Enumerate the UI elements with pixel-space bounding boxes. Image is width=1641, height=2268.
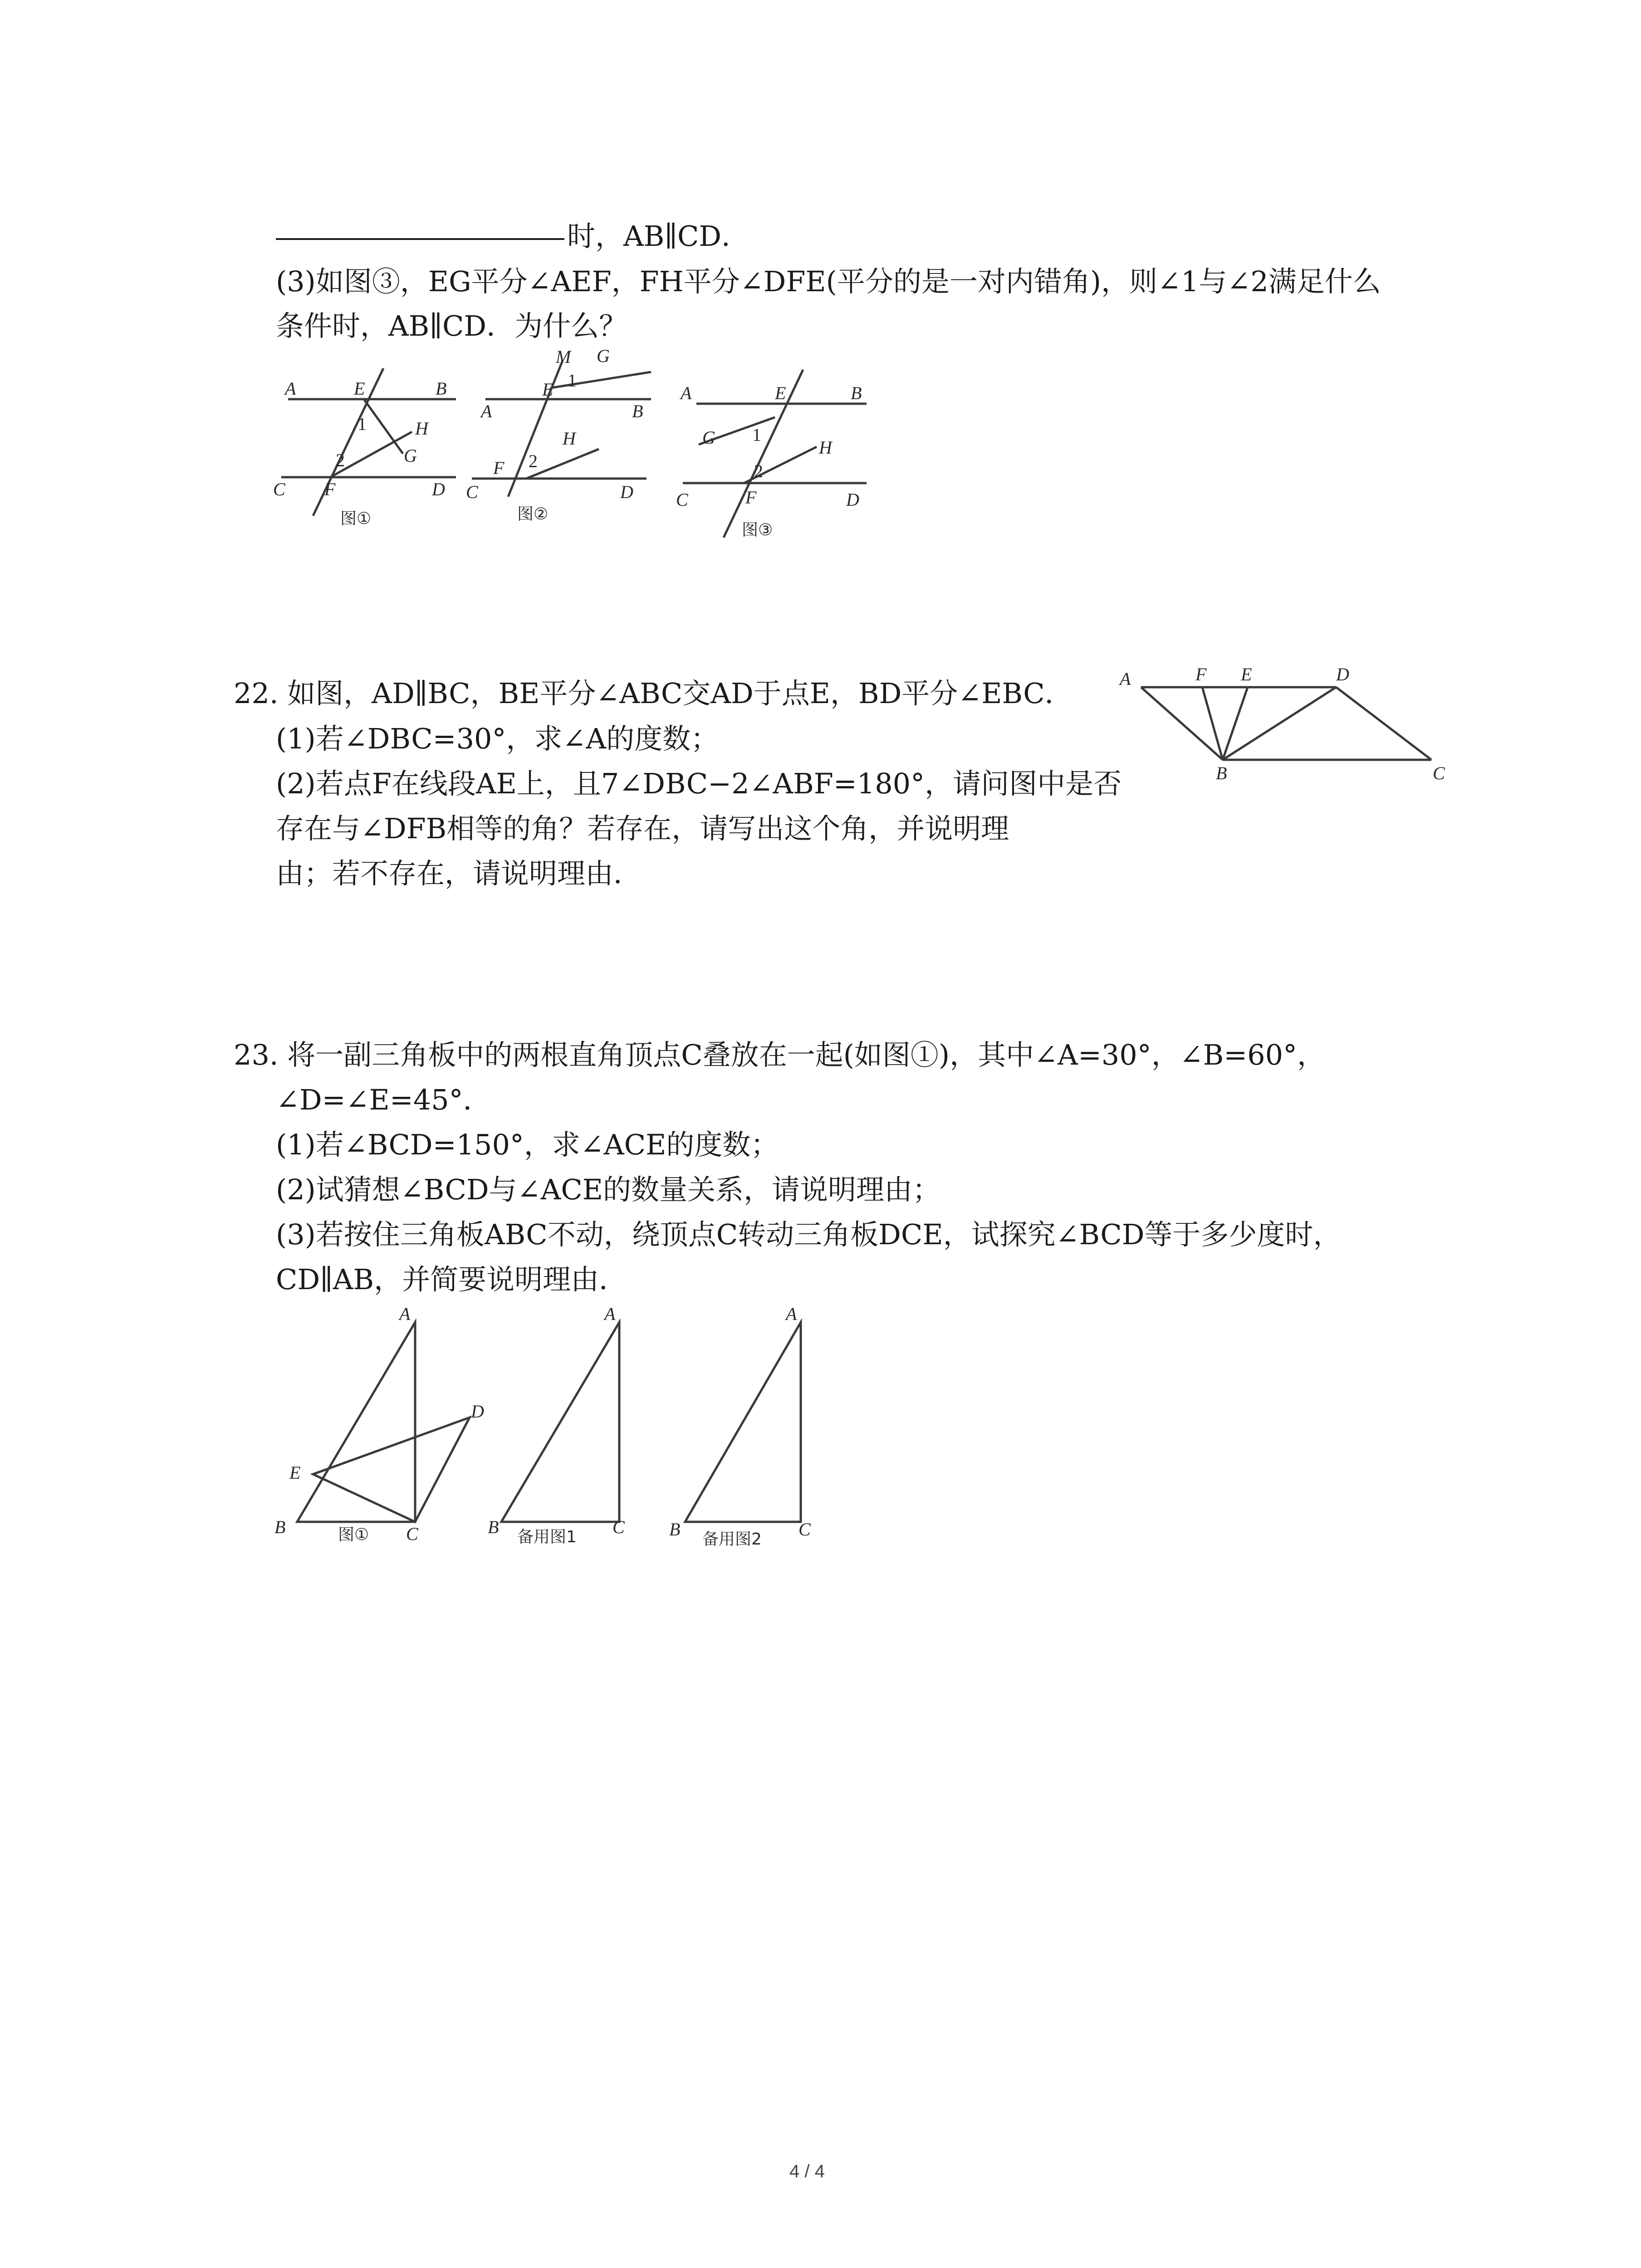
label-F: F <box>324 479 336 499</box>
label-E: E <box>1241 664 1252 684</box>
q21-line3: 条件时，AB∥CD．为什么？ <box>276 309 627 342</box>
page-number: 4 / 4 <box>789 2161 825 2181</box>
q22-line4: 存在与∠DFB相等的角？若存在，请写出这个角，并说明理 <box>276 812 1009 845</box>
label-F: F <box>1195 664 1207 684</box>
angle-2: 2 <box>754 461 763 481</box>
q22-line1: 22. 如图，AD∥BC，BE平分∠ABC交AD于点E，BD平分∠EBC． <box>234 677 1073 710</box>
q23-line2: ∠D=∠E=45°． <box>276 1083 491 1116</box>
q23-line4: (2)试猜想∠BCD与∠ACE的数量关系，请说明理由； <box>276 1173 941 1206</box>
label-A: A <box>786 1304 797 1324</box>
label-B: B <box>274 1517 286 1537</box>
q23-figure-1 <box>268 1297 504 1569</box>
label-B: B <box>632 401 643 421</box>
q22-line5: 由；若不存在，请说明理由． <box>276 857 642 890</box>
label-D: D <box>620 482 633 502</box>
label-C: C <box>798 1519 811 1540</box>
label-G: G <box>597 346 610 366</box>
label-D: D <box>1336 664 1349 684</box>
label-B: B <box>669 1519 681 1540</box>
q23-line6: CD∥AB，并简要说明理由． <box>276 1263 627 1296</box>
label-E: E <box>354 378 365 399</box>
q23-figure-2 <box>485 1297 694 1569</box>
label-A: A <box>681 383 692 403</box>
label-C: C <box>466 482 478 502</box>
q21-figure-2 <box>460 345 665 540</box>
label-G: G <box>702 427 715 448</box>
q22-line3: (2)若点F在线段AE上，且7∠DBC−2∠ABF=180°，请问图中是否 <box>276 767 1122 800</box>
figure-caption: 图① <box>340 509 372 528</box>
label-B: B <box>488 1517 499 1537</box>
label-H: H <box>819 437 832 458</box>
q23-figure-3 <box>667 1297 876 1569</box>
q22-figure <box>1107 662 1452 789</box>
angle-1: 1 <box>752 425 761 445</box>
angle-1: 1 <box>568 370 577 391</box>
label-F: F <box>745 487 757 508</box>
label-H: H <box>415 418 428 439</box>
label-E: E <box>775 383 786 403</box>
label-B: B <box>1216 763 1227 783</box>
label-C: C <box>1433 763 1445 783</box>
label-C: C <box>612 1517 625 1537</box>
q21-figure-3 <box>671 358 880 549</box>
q23-line3: (1)若∠BCD=150°，求∠ACE的度数； <box>276 1128 779 1161</box>
angle-2: 2 <box>529 451 538 471</box>
q21-line1-tail: 时，AB∥CD． <box>567 220 750 253</box>
q22-line2: (1)若∠DBC=30°，求∠A的度数； <box>276 722 719 755</box>
label-B: B <box>436 378 447 399</box>
label-M: M <box>556 347 571 367</box>
q21-figure-1 <box>268 354 467 544</box>
label-D: D <box>471 1401 484 1422</box>
angle-2: 2 <box>336 450 345 470</box>
label-D: D <box>432 479 445 499</box>
label-E: E <box>289 1462 301 1483</box>
label-A: A <box>399 1304 411 1324</box>
label-A: A <box>285 378 296 399</box>
answer-blank <box>276 238 564 240</box>
label-A: A <box>604 1304 616 1324</box>
label-F: F <box>493 458 505 478</box>
label-D: D <box>846 489 859 510</box>
q23-line5: (3)若按住三角板ABC不动，绕顶点C转动三角板DCE，试探究∠BCD等于多少度时， <box>276 1218 1342 1251</box>
label-C: C <box>273 479 285 499</box>
figure-caption: 图③ <box>742 521 773 539</box>
figure-caption: 图② <box>517 505 549 523</box>
label-G: G <box>404 445 417 466</box>
figure-caption: 备用图1 <box>517 1528 577 1546</box>
q23-line1: 23. 将一副三角板中的两根直角顶点C叠放在一起(如图①)，其中∠A=30°，∠B=60°， <box>234 1038 1326 1071</box>
figure-caption: 图① <box>338 1525 369 1544</box>
label-E: E <box>542 379 554 400</box>
label-C: C <box>676 489 688 510</box>
label-H: H <box>563 428 576 449</box>
label-C: C <box>406 1524 418 1544</box>
label-B: B <box>851 383 862 403</box>
angle-1: 1 <box>358 414 367 434</box>
label-A: A <box>481 401 492 421</box>
figure-caption: 备用图2 <box>702 1530 762 1549</box>
q21-line2: (3)如图③，EG平分∠AEF，FH平分∠DFE(平分的是一对内错角)，则∠1与∠2满足什么 <box>276 265 1381 298</box>
label-A: A <box>1120 669 1131 689</box>
